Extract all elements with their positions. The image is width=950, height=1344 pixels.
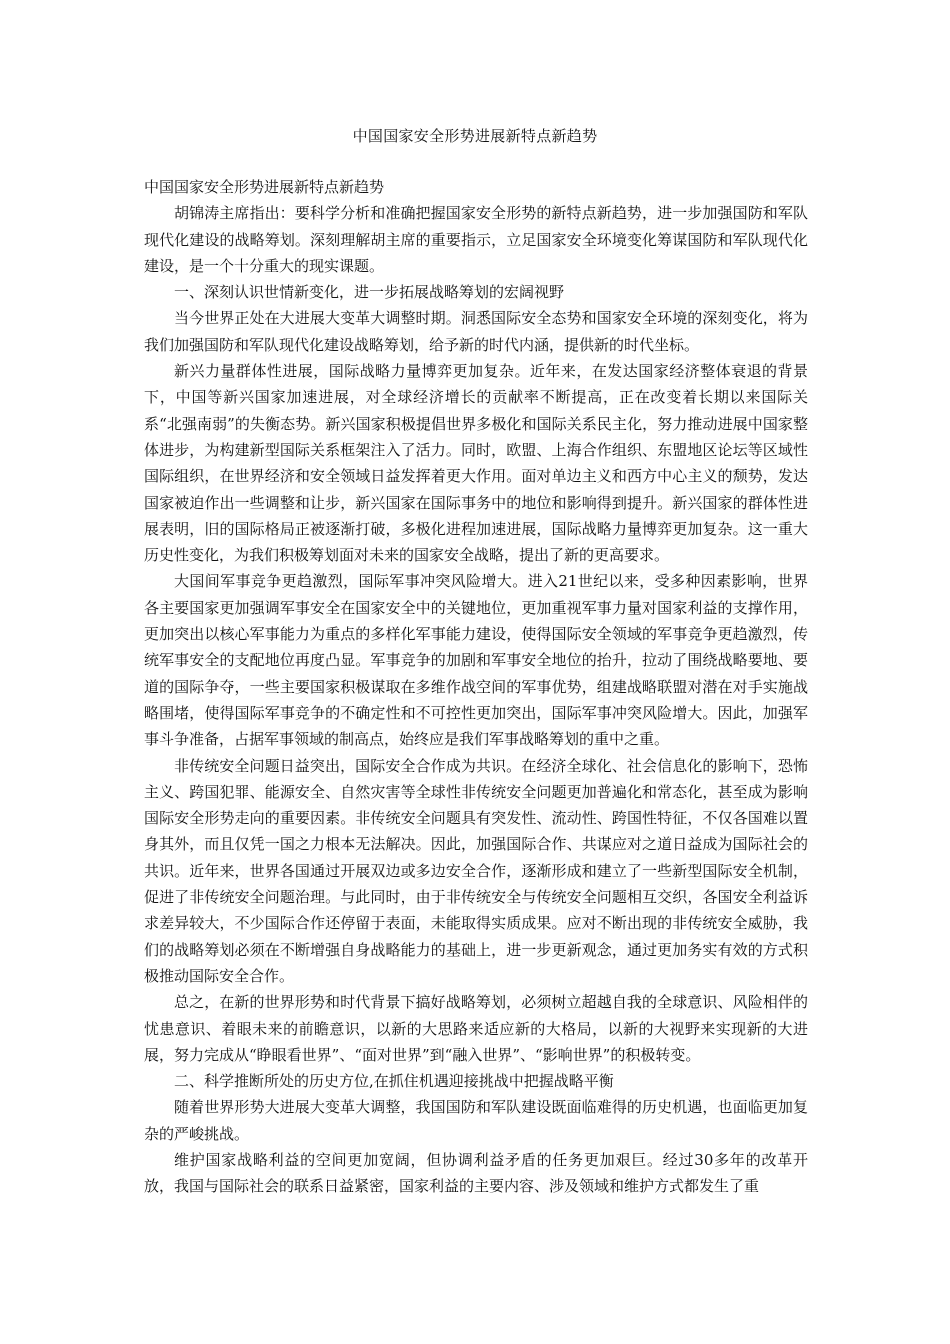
paragraph: 新兴力量群体性进展，国际战略力量博弈更加复杂。近年来，在发达国家经济整体衰退的背景下，中国等新兴国家加速进展，对全球经济增长的贡献率不断提高，正在改变着长期以来国际关系“北强南弱”的失衡态势。新兴国家积极提倡世界多极化和国际关系民主化，努力推动进展中国家整体进步，为构建新型国际关系框架注入了活力。同时，欧盟、上海合作组织、东盟地区论坛等区域性国际组织，在世界经济和安全领域日益发挥着更大作用。面对单边主义和西方中心主义的颓势，发达国家被迫作出一些调整和让步，新兴国家在国际事务中的地位和影响得到提升。新兴国家的群体性进展表明，旧的国际格局正被逐渐打破，多极化进程加速进展，国际战略力量博弈更加复杂。这一重大历史性变化，为我们积极筹划面对未来的国家安全战略，提出了新的更高要求。 xyxy=(144,362,808,565)
paragraph: 大国间军事竞争更趋激烈，国际军事冲突风险增大。进入21世纪以来，受多种因素影响，世界各主要国家更加强调军事安全在国家安全中的关键地位，更加重视军事力量对国家利益的支撑作用，更加突出以核心军事能力为重点的多样化军事能力建设，使得国际安全领域的军事竞争更趋激烈，传统军事安全的支配地位再度凸显。军事竞争的加剧和军事安全地位的抬升，拉动了围绕战略要地、要道的国际争夺，一些主要国家积极谋取在多维作战空间的军事优势，组建战略联盟对潜在对手实施战略围堵，使得国际军事竞争的不确定性和不可控性更加突出，国际军事冲突风险增大。因此，加强军事斗争准备，占据军事领域的制高点，始终应是我们军事战略筹划的重中之重。 xyxy=(144,572,808,749)
paragraph: 非传统安全问题日益突出，国际安全合作成为共识。在经济全球化、社会信息化的影响下，恐怖主义、跨国犯罪、能源安全、自然灾害等全球性非传统安全问题更加普遍化和常态化，甚至成为影响国际安全形势走向的重要因素。非传统安全问题具有突发性、流动性、跨国性特征，不仅各国难以置身其外，而且仅凭一国之力根本无法解决。因此，加强国际合作、共谋应对之道日益成为国际社会的共识。近年来，世界各国通过开展双边或多边安全合作，逐渐形成和建立了一些新型国际安全机制，促进了非传统安全问题治理。与此同时，由于非传统安全与传统安全问题相互交织，各国安全利益诉求差异较大，不少国际合作还停留于表面，未能取得实质成果。应对不断出现的非传统安全威胁，我们的战略筹划必须在不断增强自身战略能力的基础上，进一步更新观念，通过更加务实有效的方式积极推动国际安全合作。 xyxy=(144,756,808,985)
paragraph: 当今世界正处在大进展大变革大调整时期。洞悉国际安全态势和国家安全环境的深刻变化，将为我们加强国防和军队现代化建设战略筹划，给予新的时代内涵，提供新的时代坐标。 xyxy=(144,309,808,354)
paragraph: 随着世界形势大进展大变革大调整，我国国防和军队建设既面临难得的历史机遇，也面临更加复杂的严峻挑战。 xyxy=(144,1098,808,1143)
paragraph-summary: 总之，在新的世界形势和时代背景下搞好战略筹划，必须树立超越自我的全球意识、风险相伴的忧患意识、着眼未来的前瞻意识，以新的大思路来适应新的大格局，以新的大视野来实现新的大进展，努力完成从“睁眼看世界”、“面对世界”到“融入世界”、“影响世界”的积极转变。 xyxy=(144,993,808,1064)
document-title: 中国国家安全形势进展新特点新趋势 xyxy=(352,127,598,145)
document-body xyxy=(144,174,808,1200)
paragraph-intro: 胡锦涛主席指出：要科学分析和准确把握国家安全形势的新特点新趋势，进一步加强国防和军队现代化建设的战略筹划。深刻理解胡主席的重要指示，立足国家安全环境变化筹谋国防和军队现代化建设，是一个十分重大的现实课题。 xyxy=(144,204,808,275)
document-subtitle: 中国国家安全形势进展新特点新趋势 xyxy=(144,178,385,196)
section-heading-2: 二、科学推断所处的历史方位,在抓住机遇迎接挑战中把握战略平衡 xyxy=(174,1072,614,1091)
paragraph: 维护国家战略利益的空间更加宽阔，但协调利益矛盾的任务更加艰巨。经过30多年的改革开放，我国与国际社会的联系日益紧密，国家利益的主要内容、涉及领域和维护方式都发生了重 xyxy=(144,1150,808,1196)
section-heading-1: 一、深刻认识世情新变化，进一步拓展战略筹划的宏阔视野 xyxy=(174,283,565,302)
